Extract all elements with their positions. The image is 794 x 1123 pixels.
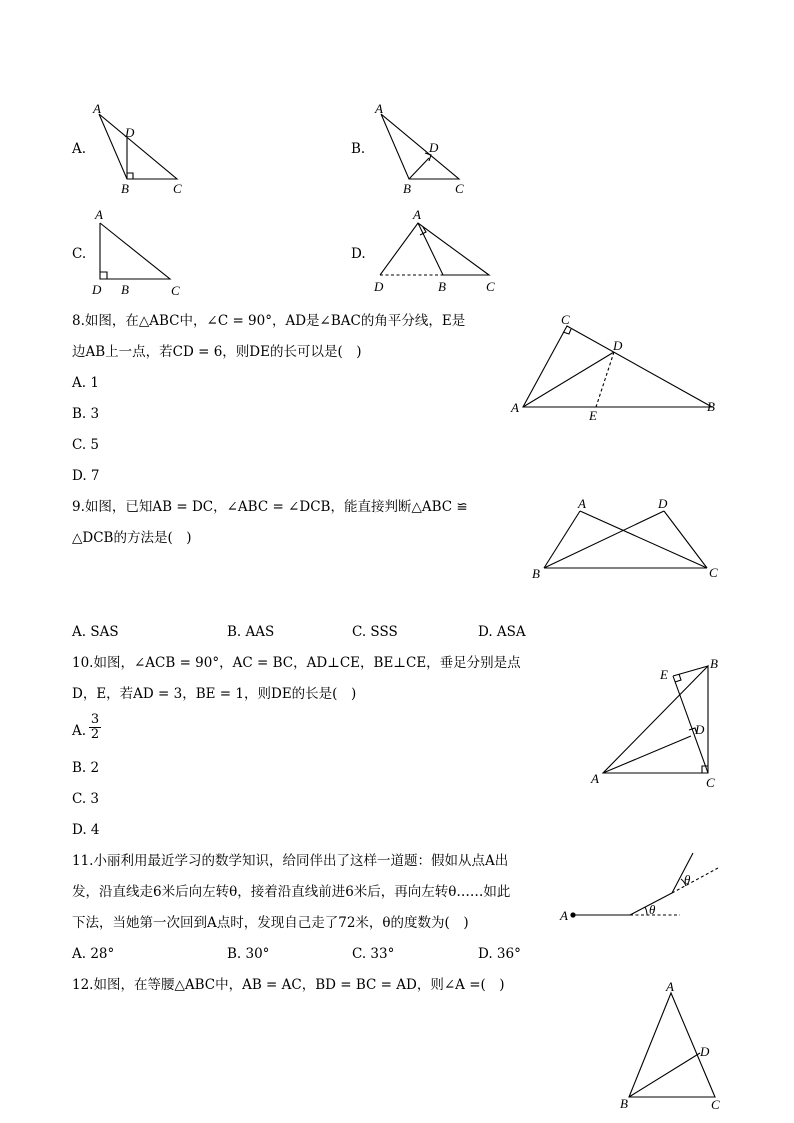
label-b: B [620,1096,628,1111]
label-a: A [93,101,101,116]
label-b: B [121,282,129,297]
label-d: D [695,722,705,737]
q11-stem-line2: 发，沿直线走6米后向左转θ，接着沿直线前进6米后，再向左转θ……如此 [72,884,511,900]
q10-option-a-fraction[interactable] [89,713,101,742]
q9-option-c[interactable]: C. SSS [352,624,398,640]
q10-option-c[interactable]: C. 3 [72,791,100,807]
label-b: B [707,399,715,414]
label-a: A [95,207,103,222]
q8-option-a[interactable]: A. 1 [72,375,99,391]
q10-option-a-prefix[interactable]: A. [72,723,87,739]
q8-option-c[interactable]: C. 5 [72,437,100,453]
label-c: C [455,181,464,196]
q10-figure [585,650,725,795]
q7-option-c-label[interactable]: C. [72,246,87,262]
label-a: A [560,908,568,923]
q10-option-d[interactable]: D. 4 [72,822,100,838]
label-c: C [171,283,180,298]
q9-stem-line2: △DCB的方法是( ) [72,530,192,546]
q9-option-a[interactable]: A. SAS [72,624,119,640]
fraction-numerator: 3 [90,712,100,727]
fraction-denominator: 2 [90,727,100,742]
q7-option-b-label[interactable]: B. [351,141,366,157]
q8-stem-line2: 边AB上一点，若CD = 6，则DE的长可以是( ) [72,344,362,360]
q11-figure [555,848,725,928]
label-b: B [403,181,411,196]
q11-option-b[interactable]: B. 30° [227,946,270,962]
label-b: B [121,181,129,196]
label-d: D [429,140,439,155]
label-c: C [561,312,570,327]
q11-stem-line3: 下法，当她第一次回到A点时，发现自己走了72米，θ的度数为( ) [72,915,469,931]
q12-stem-line1: 12.如图，在等腰△ABC中，AB = AC，BD = BC = AD，则∠A =( ) [72,977,505,993]
label-a: A [666,979,674,994]
label-b: B [532,566,540,581]
label-a: A [511,400,519,415]
label-c: C [706,775,715,790]
q8-stem-line1: 8.如图，在△ABC中，∠C = 90°，AD是∠BAC的角平分线，E是 [72,313,466,329]
q7-option-a-label[interactable]: A. [72,141,87,157]
label-a: A [375,101,383,116]
label-d: D [613,338,623,353]
q9-option-d[interactable]: D. ASA [478,624,526,640]
q8-option-b[interactable]: B. 3 [72,406,100,422]
q7-figure-b [365,100,475,200]
label-a: A [578,496,586,511]
q11-option-d[interactable]: D. 36° [478,946,521,962]
q10-stem-line1: 10.如图，∠ACB = 90°，AC = BC，AD⊥CE，BE⊥CE，垂足分别是点 [72,655,521,671]
theta-label: θ [649,902,656,917]
label-a: A [591,771,599,786]
label-c: C [173,181,182,196]
label-c: C [709,565,718,580]
label-e: E [660,667,668,682]
q11-option-c[interactable]: C. 33° [352,946,395,962]
label-d: D [374,279,384,294]
q7-figure-a [85,100,195,200]
q11-stem-line1: 11.小丽利用最近学习的数学知识，给同伴出了这样一道题：假如从点A出 [72,853,509,869]
q7-option-d-label[interactable]: D. [351,246,366,262]
label-e: E [589,408,597,423]
label-d: D [700,1044,710,1059]
label-d: D [92,282,102,297]
label-d: D [125,125,135,140]
label-c: C [486,279,495,294]
theta-label: θ [684,872,691,887]
label-d: D [658,496,668,511]
q9-figure [530,495,730,585]
label-c: C [711,1097,720,1112]
q11-option-a[interactable]: A. 28° [72,946,115,962]
q9-option-b[interactable]: B. AAS [227,624,275,640]
q12-figure [612,975,732,1120]
label-b: B [438,279,446,294]
label-b: B [710,656,718,671]
q9-stem-line1: 9.如图，已知AB = DC，∠ABC = ∠DCB，能直接判断△ABC ≌ [72,499,468,515]
q8-figure [505,310,725,430]
q7-figure-c [85,205,195,305]
label-a: A [413,207,421,222]
q8-option-d[interactable]: D. 7 [72,468,100,484]
q7-figure-d [365,205,505,305]
q10-option-b[interactable]: B. 2 [72,760,100,776]
q10-stem-line2: D，E，若AD = 3，BE = 1，则DE的长是( ) [72,686,357,702]
